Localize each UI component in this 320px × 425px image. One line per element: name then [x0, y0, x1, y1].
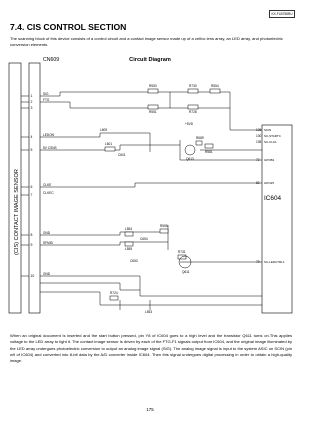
ic-pin-label: SC-LEDCTRL1 — [264, 260, 285, 265]
ic-pin-label: GPOB1 — [264, 158, 275, 163]
component-label: L601 — [105, 142, 113, 146]
connector-pin-label: SFMID — [43, 241, 53, 246]
resistor-r555 — [160, 229, 168, 233]
resistor-r581 — [205, 144, 213, 148]
connector-pin-number: 8 — [30, 233, 33, 238]
connector-pin-number: 10 — [30, 274, 35, 279]
ic-pin-label: SCIN — [264, 128, 272, 133]
ic-pin-number: 72 — [256, 158, 260, 163]
resistor-r553 — [148, 89, 158, 93]
connector-pin-label: CLKEC — [43, 191, 54, 196]
connector-pin-number: 6 — [30, 185, 33, 190]
ic-pin-number: 79 — [256, 260, 260, 265]
component-label: R581 — [205, 150, 213, 154]
component-label: R728 — [189, 110, 197, 114]
connector-label: CN609 — [43, 57, 60, 63]
component-label: C601 — [118, 153, 126, 157]
resistor-r728 — [188, 105, 198, 109]
connector-pin-label: FTG — [43, 98, 50, 103]
connector-pin-label: CLKE — [43, 183, 52, 188]
component-label: Q611 — [182, 270, 190, 274]
component-label: L553 — [145, 310, 153, 314]
resistor-r689 — [196, 141, 202, 145]
ic604-label: IC604 — [264, 195, 282, 202]
connector-pin-label: 5V CSNS — [43, 146, 57, 151]
ic-pin-label: GPO25 — [264, 181, 275, 186]
resistor-r730 — [188, 89, 198, 93]
connector-pin-number: 3 — [30, 106, 33, 111]
resistor-r554 — [210, 89, 220, 93]
resistor-r551 — [148, 105, 158, 109]
connector-pin-label: LEDON — [43, 133, 54, 138]
component-label: R731 — [178, 250, 186, 254]
inductor-l554 — [125, 232, 133, 236]
component-label: L609 — [100, 128, 108, 132]
transistor-q613 — [185, 145, 195, 155]
component-label: R551 — [149, 110, 157, 114]
ic-pin-label: SC-STARTC — [264, 134, 281, 139]
connector-pin-number: 7 — [30, 193, 33, 198]
connector-pin-number: 1 — [30, 94, 33, 99]
component-label: L554 — [125, 227, 133, 231]
component-label: L555 — [125, 247, 133, 251]
component-label: R730 — [189, 84, 197, 88]
connector-pin-number: 4 — [30, 135, 33, 140]
component-label: R689 — [196, 136, 204, 140]
component-label: R555 — [160, 224, 168, 228]
component-label: C653 — [130, 259, 138, 263]
connector-pin-label: GND — [43, 231, 51, 236]
wiring — [40, 92, 262, 310]
component-label: R554 — [211, 84, 219, 88]
ic604-box — [262, 125, 292, 313]
ic-pin-label: SC-CLK1 — [264, 140, 277, 145]
ic-pin-number: 82 — [256, 181, 260, 186]
component-label: R553 — [149, 84, 157, 88]
diagram-title: Circuit Diagram — [129, 57, 171, 63]
body-paragraph: When an original document is inserted and the start button pressed, pin Y8 of IC604 goes to a high level and the transistor Q611 turns on.This applies voltage to the LED array to light it. The contact image sensor is driven by each of the FTG-F1 signals output from IC604, and the original image illuminated by the LED array undergoes photoelectric conversion to output an analog image signal (SIG). The analog image signal is input to the system ASIC on SCIN (pin w9 of IC604) and converted into 8-bit data by the A/D converter inside IC604. Then this signal undergoes digital processing in order to obtain a high-quality image. — [10, 333, 292, 364]
component-label: C654 — [140, 237, 148, 241]
connector-pin-label: SIG — [43, 92, 49, 97]
connector-pin-number: 5 — [30, 148, 33, 153]
model-code-box: KX-FLB758RU — [269, 10, 295, 18]
intro-paragraph: The scanning block of this device consists of a control circuit and a contact image sensor made up of a celfoc lens array, an LED array, and photoelectric conversion elements. — [10, 36, 283, 48]
cis-sensor-label: (CIS) CONTACT IMAGE SENSOR — [14, 169, 20, 255]
ic-pin-number: 135 — [256, 140, 262, 145]
inductor-l555 — [125, 242, 133, 246]
inductor-l601 — [105, 147, 115, 151]
connector-pin-label: GND — [43, 272, 51, 277]
connector-pin-number: 2 — [30, 100, 33, 105]
component-label: R724 — [110, 291, 118, 295]
ic-pin-number: 130 — [256, 134, 262, 139]
component-label: Q613 — [186, 157, 194, 161]
ic-pin-number: 126 — [256, 128, 262, 133]
component-label: +5VD — [185, 122, 194, 126]
section-heading: 7.4. CIS CONTROL SECTION — [10, 22, 127, 32]
connector-pin-number: 9 — [30, 243, 33, 248]
page-number: 175 — [146, 407, 154, 412]
resistor-r724 — [110, 296, 118, 300]
